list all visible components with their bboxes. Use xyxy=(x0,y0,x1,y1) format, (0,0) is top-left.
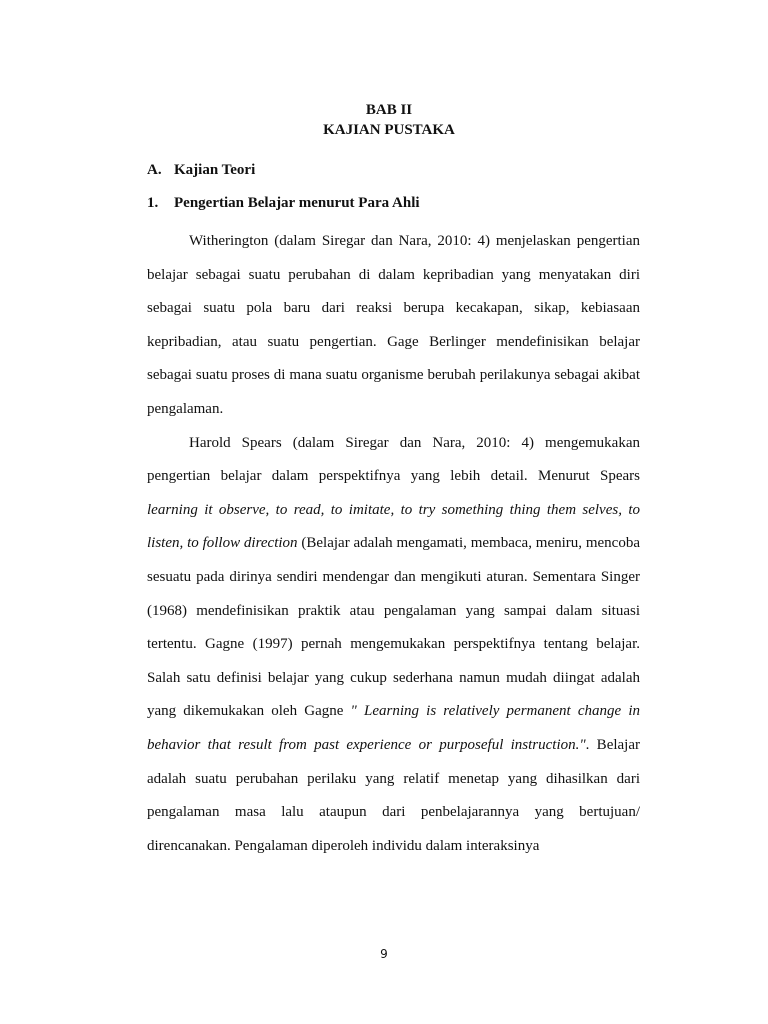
page-number: 9 xyxy=(380,947,388,961)
section-number: A. xyxy=(147,162,162,178)
paragraph-spears-text-3: . Belajar adalah suatu perubahan perilaku yang relatif menetap yang dihasilkan dari pengalaman masa lalu ataupun dari penbelajarannya yang bertujuan/ direncanakan. Pengalaman diperoleh individu dalam interaksinya xyxy=(147,736,640,854)
paragraph-witherington: Witherington (dalam Siregar dan Nara, 2010: 4) menjelaskan pengertian belajar sebagai suatu perubahan di dalam kepribadian yang menyatakan diri sebagai suatu pola baru dari reaksi berupa kecakapan, sikap, kebiasaan kepribadian, atau suatu pengertian. Gage Berlinger mendefinisikan belajar sebagai suatu proses di mana suatu organisme berubah perilakunya sebagai akibat pengalaman. xyxy=(147,233,640,417)
gagne-quote: " Learning is relatively permanent change in behavior that result from past experience or purposeful instruction." xyxy=(147,703,640,753)
body-text xyxy=(147,225,640,863)
section-label: Kajian Teori xyxy=(174,162,256,178)
chapter-number: BAB II xyxy=(365,102,413,118)
paragraph-spears xyxy=(147,427,640,864)
subsection-number: 1. xyxy=(147,195,159,211)
section-heading xyxy=(147,160,255,180)
paragraph-spears-text-1: Harold Spears (dalam Siregar dan Nara, 2010: 4) mengemukakan pengertian belajar dalam perspektifnya yang lebih detail. Menurut Spears xyxy=(147,434,640,485)
paragraph-spears-text-2: (Belajar adalah mengamati, membaca, meniru, mencoba sesuatu pada dirinya sendiri mendengar dan mengikuti aturan. Sementara Singer (1968) mendefinisikan praktik atau pengalaman yang sampai dalam situasi tertentu. Gagne (1997) pernah mengemukakan perspektifnya tentang belajar. Salah satu definisi belajar yang cukup sederhana namun mudah diingat adalah yang dikemukakan oleh Gagne xyxy=(147,535,640,720)
spears-quote: learning it observe, to read, to imitate, to try something thing them selves, to listen, to follow direction xyxy=(147,501,640,552)
subsection-label: Pengertian Belajar menurut Para Ahli xyxy=(174,195,420,211)
subsection-heading xyxy=(147,193,420,213)
chapter-title: KAJIAN PUSTAKA xyxy=(323,122,455,138)
